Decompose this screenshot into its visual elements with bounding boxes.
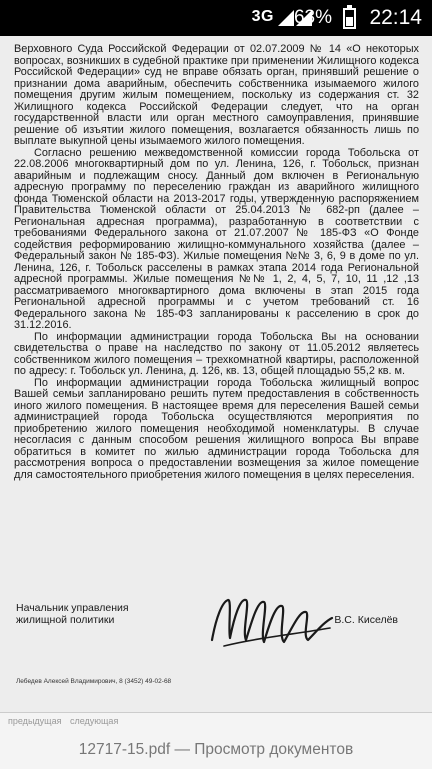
page-nav — [8, 716, 118, 726]
document-body — [14, 44, 419, 481]
battery-percent: 63% — [293, 7, 332, 28]
signature-block — [16, 602, 416, 662]
signatory-title: Начальник управления жилищной политики — [16, 602, 129, 626]
executor-note: Лебедев Алексей Владимирович, 8 (3452) 49-02-68 — [16, 678, 172, 685]
handwritten-signature — [206, 588, 336, 658]
signal-icon — [278, 10, 294, 26]
prev-page-button[interactable]: предыдущая — [8, 716, 62, 726]
paragraph: Согласно решению межведомственной комиссии города Тобольска от 22.08.2006 многоквартирный дом по ул. Ленина, 126, г. Тобольск, признан аварийным и подлежащим сносу. Данный дом включен в Региональную адресную программу по переселению граждан из аварийного жилищного фонда Тюменской области на 2013-2017 годы, утвержденную распоряжением Правительства Тюменской области от 25.04.2013 № 682-рп (далее – Региональная адресная программа), разработанную в соответствии с требованиями Федерального закона от 21.07.2007 № 185-ФЗ «О Фонде содействия реформированию жилищно-коммунального хозяйства (далее – Федеральный закон № 185-ФЗ). Жилые помещения №№ 3, 6, 9 в доме по ул. Ленина, 126, г. Тобольск расселены в рамках этапа 2014 года Региональной адресной программы. Жилые помещения №№ 1, 2, 4, 5, 7, 10, 11 ,12 ,13 рассматриваемого многоквартирного дома включены в этап 2015 года Региональной адресной программы и с учетом требований ст. 16 Федерального закона № 185-ФЗ запланированы к расселению в срок до 31.12.2016. — [14, 146, 419, 331]
battery-level — [346, 17, 353, 26]
paragraph: По информации администрации города Тобольска жилищный вопрос Вашей семьи запланировано решить путем предоставления в собственность иного жилого помещения. В настоящее время для переселения Вашей семьи администрацией города Тобольска осуществляются мероприятия по приобретению жилого помещения необходимой номенклатуры. В случае несогласия с данным способом решения жилищного вопроса Вы вправе обратиться в комитет по жилью администрации города Тобольска для рассмотрения вопроса о предоставлении возмещения за жилое помещение для самостоятельного приобретения жилого помещения в целях переселения. — [14, 376, 419, 481]
document-title: 12717-15.pdf — Просмотр документов — [78, 741, 354, 758]
signatory-name: В.С. Киселёв — [334, 614, 398, 626]
next-page-button[interactable]: следующая — [69, 716, 119, 726]
paragraph: По информации администрации города Тобольска Вы на основании свидетельства о праве на наследство по закону от 11.05.2012 являетесь собственником жилого помещения – трехкомнатной квартиры, расположенной по адресу: г. Тобольск ул. Ленина, д. 126, кв. 13, общей площадью 55,2 кв. м. — [14, 330, 419, 377]
paragraph: Верховного Суда Российской Федерации от 02.07.2009 № 14 «О некоторых вопросах, возникших в судебной практике при применении Жилищного кодекса Российской Федерации» суд не вправе обязать орган, принявший решение о признании дома аварийным, обеспечить собственника изымаемого жилого помещения другим жилым помещением, поскольку из содержания ст. 32 Жилищного кодекса Российской Федерации следует, что на орган государственной власти или орган местного самоуправления, принявшие решение об изъятии жилого помещения, возлагается обязанность лишь по выплате выкупной цены изымаемого жилого помещения. — [14, 43, 419, 147]
clock: 22:14 — [369, 6, 422, 29]
network-type: 3G — [251, 8, 274, 25]
status-bar — [0, 0, 432, 36]
viewer-footer — [0, 712, 432, 769]
battery-icon — [343, 8, 356, 29]
document-page[interactable] — [0, 36, 432, 712]
